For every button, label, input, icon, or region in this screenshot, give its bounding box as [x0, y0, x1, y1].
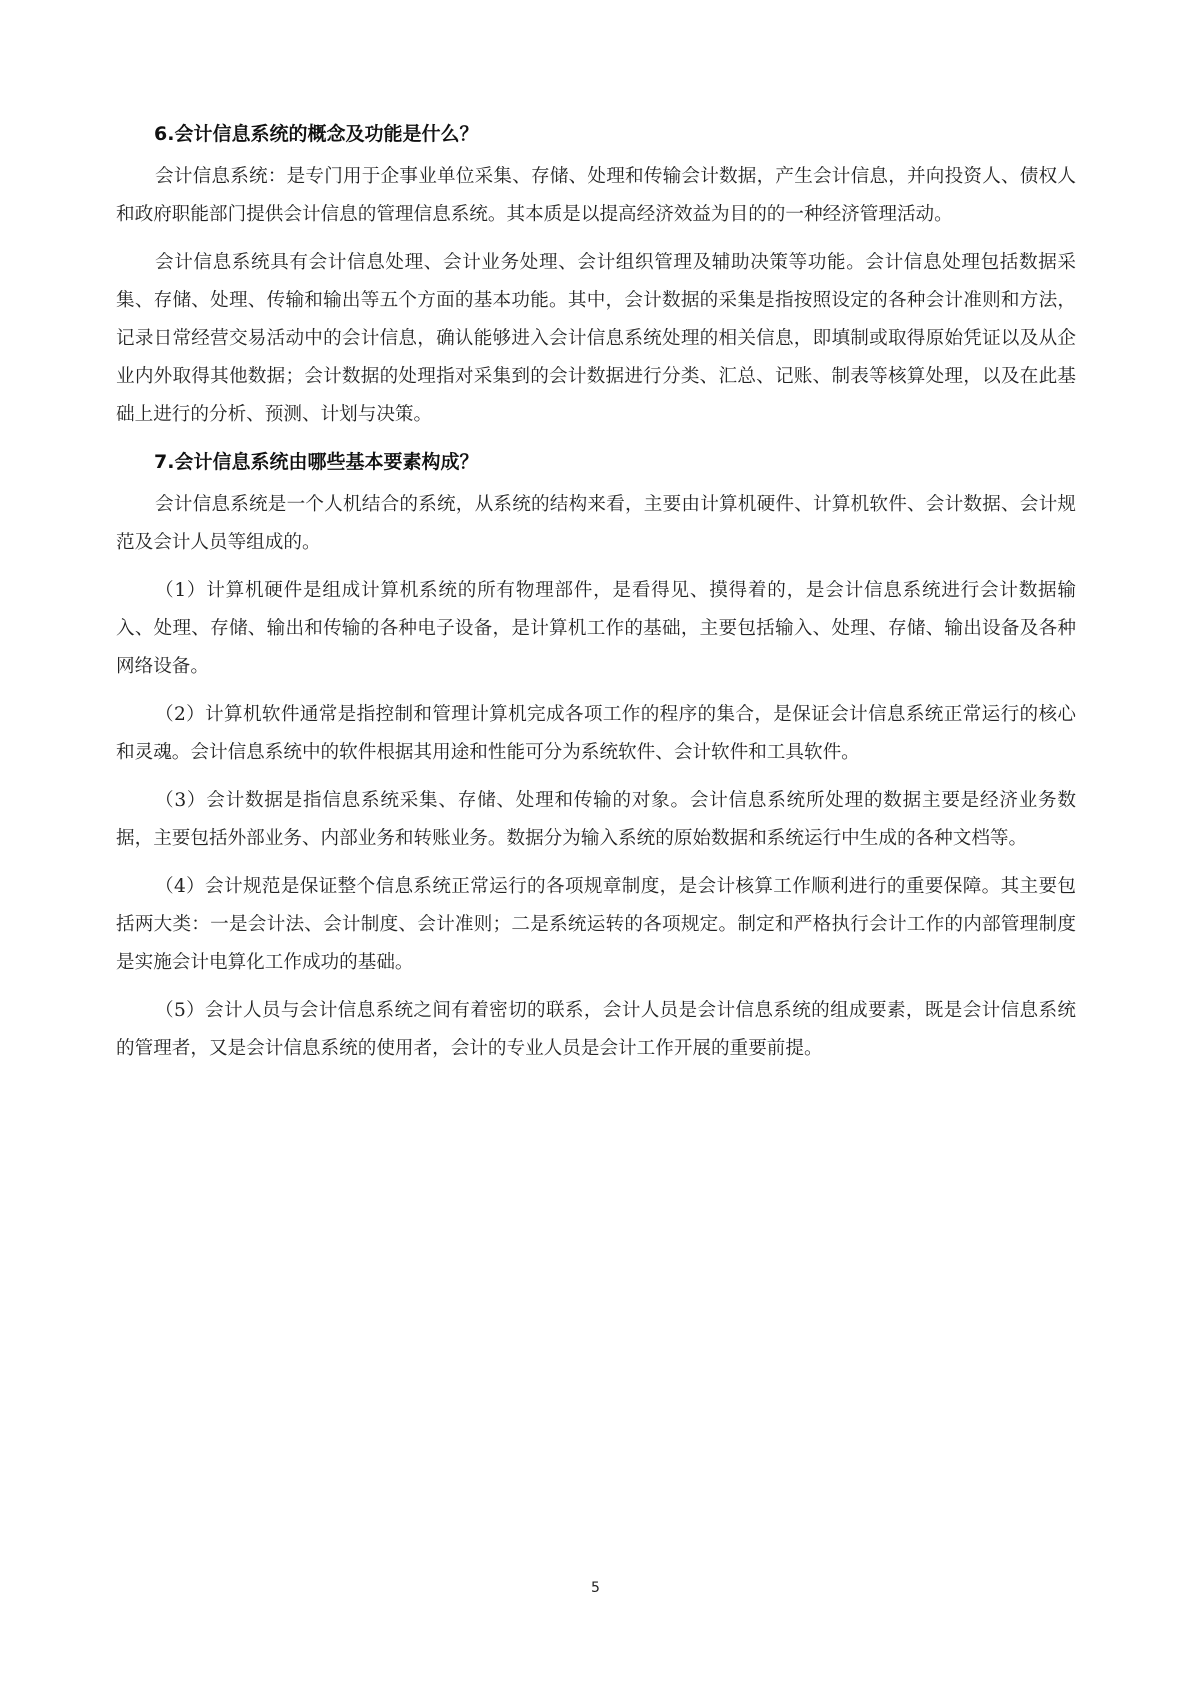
page-number: 5 — [591, 1580, 600, 1596]
paragraph: 会计信息系统：是专门用于企事业单位采集、存储、处理和传输会计数据，产生会计信息，并向投资人、债权人和政府职能部门提供会计信息的管理信息系统。其本质是以提高经济效益为目的的一种经济管理活动。 — [116, 166, 1076, 225]
list-item-paragraph: （4）会计规范是保证整个信息系统正常运行的各项规章制度，是会计核算工作顺利进行的重要保障。其主要包括两大类：一是会计法、会计制度、会计准则；二是系统运转的各项规定。制定和严格执行会计工作的内部管理制度是实施会计电算化工作成功的基础。 — [116, 876, 1076, 973]
section-6 — [116, 116, 1076, 434]
list-item-paragraph: （3）会计数据是指信息系统采集、存储、处理和传输的对象。会计信息系统所处理的数据主要是经济业务数据，主要包括外部业务、内部业务和转账业务。数据分为输入系统的原始数据和系统运行中生成的各种文档等。 — [116, 790, 1076, 849]
list-item-paragraph: （1）计算机硬件是组成计算机系统的所有物理部件，是看得见、摸得着的，是会计信息系统进行会计数据输入、处理、存储、输出和传输的各种电子设备，是计算机工作的基础，主要包括输入、处理、存储、输出设备及各种网络设备。 — [116, 580, 1076, 677]
list-item-paragraph: （5）会计人员与会计信息系统之间有着密切的联系，会计人员是会计信息系统的组成要素，既是会计信息系统的管理者，又是会计信息系统的使用者，会计的专业人员是会计工作开展的重要前提。 — [116, 1000, 1076, 1059]
section-heading: 7.会计信息系统由哪些基本要素构成？ — [154, 451, 479, 473]
page-content — [116, 116, 1076, 1078]
paragraph: 会计信息系统是一个人机结合的系统，从系统的结构来看，主要由计算机硬件、计算机软件、会计数据、会计规范及会计人员等组成的。 — [116, 494, 1076, 553]
paragraph: 会计信息系统具有会计信息处理、会计业务处理、会计组织管理及辅助决策等功能。会计信息处理包括数据采集、存储、处理、传输和输出等五个方面的基本功能。其中，会计数据的采集是指按照设定的各种会计准则和方法，记录日常经营交易活动中的会计信息，确认能够进入会计信息系统处理的相关信息，即填制或取得原始凭证以及从企业内外取得其他数据；会计数据的处理指对采集到的会计数据进行分类、汇总、记账、制表等核算处理，以及在此基础上进行的分析、预测、计划与决策。 — [116, 252, 1076, 425]
list-item-paragraph: （2）计算机软件通常是指控制和管理计算机完成各项工作的程序的集合，是保证会计信息系统正常运行的核心和灵魂。会计信息系统中的软件根据其用途和性能可分为系统软件、会计软件和工具软件。 — [116, 704, 1076, 763]
section-7 — [116, 444, 1076, 1068]
section-heading: 6.会计信息系统的概念及功能是什么？ — [154, 123, 479, 145]
